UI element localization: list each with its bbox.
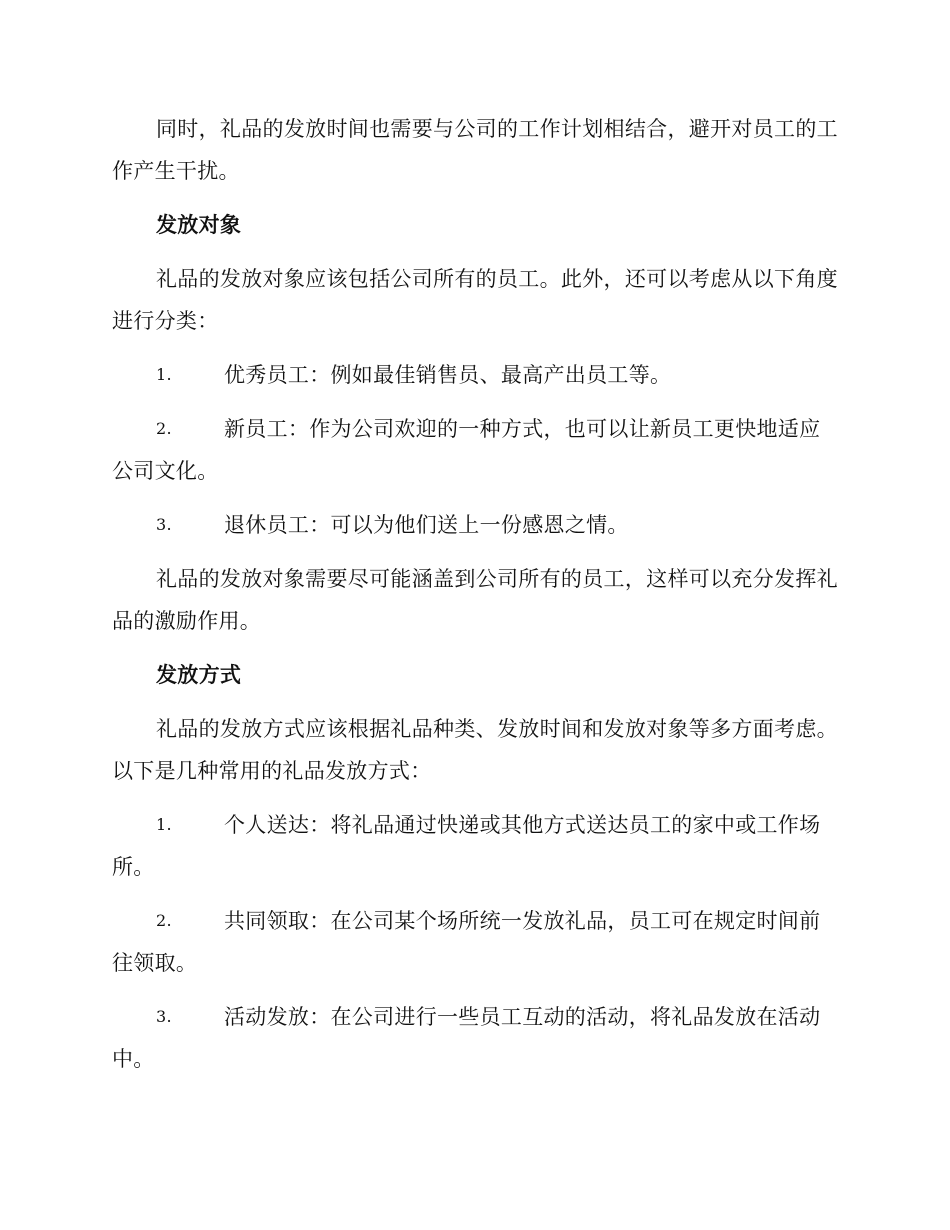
paragraph-timing: 同时，礼品的发放时间也需要与公司的工作计划相结合，避开对员工的工作产生干扰。 (112, 117, 838, 183)
paragraph-target-summary: 礼品的发放对象需要尽可能涵盖到公司所有的员工，这样可以充分发挥礼品的激励作用。 (112, 567, 838, 633)
paragraph-method-intro: 礼品的发放方式应该根据礼品种类、发放时间和发放对象等多方面考虑。以下是几种常用的礼品发放方式： (112, 717, 838, 783)
list-number: 1. (156, 815, 172, 834)
list-item (112, 996, 838, 1080)
list-text: 活动发放：在公司进行一些员工互动的活动，将礼品发放在活动中。 (112, 1005, 821, 1071)
list-text: 优秀员工：例如最佳销售员、最高产出员工等。 (224, 363, 672, 387)
list-number: 2. (156, 419, 172, 438)
heading-target: 发放对象 (156, 212, 242, 237)
list-text: 新员工：作为公司欢迎的一种方式，也可以让新员工更快地适应公司文化。 (112, 417, 821, 483)
heading-method: 发放方式 (156, 662, 242, 687)
list-item (112, 504, 838, 546)
list-item (112, 900, 838, 984)
list-item (112, 354, 838, 396)
list-text: 退休员工：可以为他们送上一份感恩之情。 (224, 513, 629, 537)
paragraph-target-intro: 礼品的发放对象应该包括公司所有的员工。此外，还可以考虑从以下角度进行分类： (112, 267, 838, 333)
list-number: 2. (156, 911, 172, 930)
list-text: 个人送达：将礼品通过快递或其他方式送达员工的家中或工作场所。 (112, 813, 821, 879)
list-number: 1. (156, 365, 172, 384)
list-number: 3. (156, 515, 172, 534)
list-item (112, 408, 838, 492)
list-item (112, 804, 838, 888)
list-number: 3. (156, 1007, 172, 1026)
list-text: 共同领取：在公司某个场所统一发放礼品，员工可在规定时间前往领取。 (112, 909, 821, 975)
